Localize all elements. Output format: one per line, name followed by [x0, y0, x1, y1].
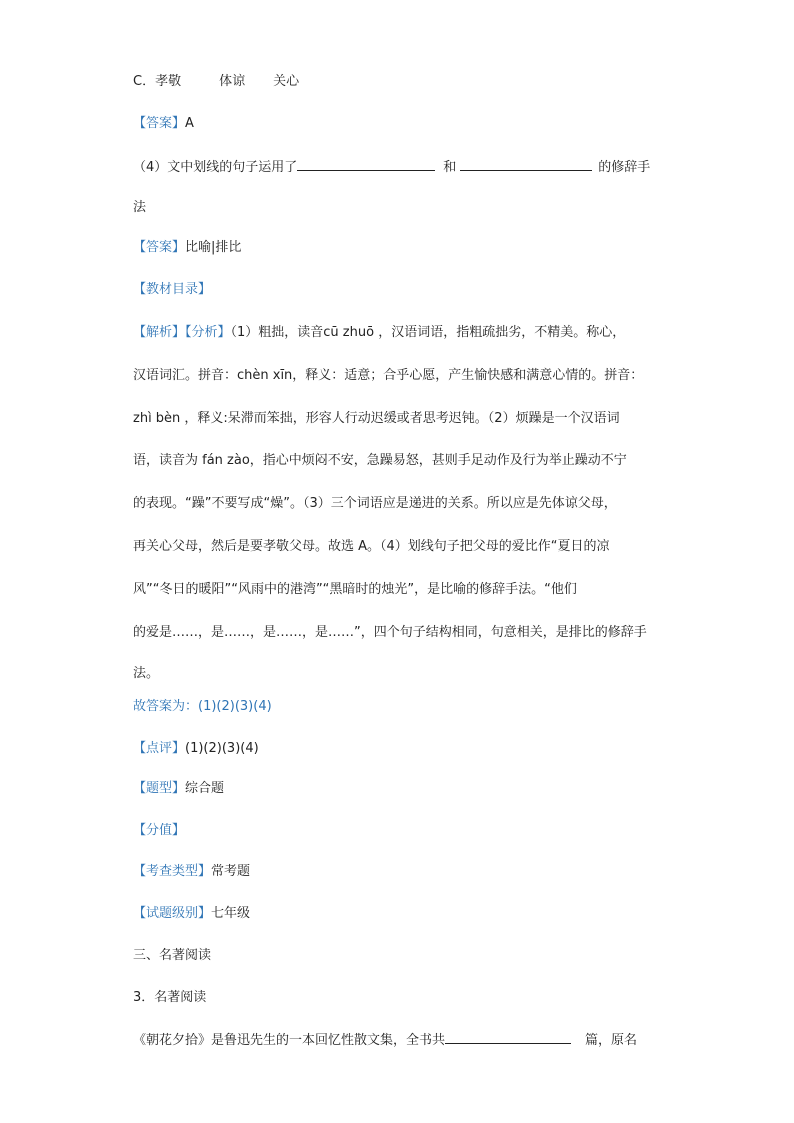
level-value: 七年级 — [211, 906, 251, 921]
blank-3[interactable] — [445, 1029, 571, 1044]
blank-2[interactable] — [460, 156, 592, 171]
analysis-line-7: 风”“冬日的暖阳”“风雨中的港湾”“黑暗时的烛光”，是比喻的修辞手法。“他们 — [133, 582, 577, 597]
question-3-title: 3．名著阅读 — [133, 990, 207, 1005]
exam-type-value: 常考题 — [211, 864, 251, 879]
analysis-tag: 【解析】【分析】 — [133, 325, 231, 340]
textbook-tag: 【教材目录】 — [133, 282, 212, 297]
analysis-line-5: 的表现。“躁”不要写成“燥”。（3）三个词语应是递进的关系。所以应是先体谅父母， — [133, 496, 617, 511]
review-tag: 【点评】 — [133, 741, 186, 756]
score-tag: 【分值】 — [133, 823, 186, 838]
answer-value: A — [185, 116, 194, 131]
question-type-line — [133, 779, 224, 799]
review-line — [133, 739, 259, 759]
answer-tag: 【答案】 — [133, 116, 186, 131]
section-heading: 三、名著阅读 — [133, 948, 212, 963]
question-type-value: 综合题 — [185, 781, 225, 796]
analysis-line-8: 的爱是……，是……，是……，是……”，四个句子结构相同，句意相关，是排比的修辞手 — [133, 625, 647, 640]
review-value: (1)(2)(3)(4) — [185, 741, 259, 756]
answer-line-1 — [133, 114, 194, 134]
exam-type-line — [133, 862, 250, 882]
blank-1[interactable] — [297, 156, 435, 171]
option-c: C．孝敬 体谅 关心 — [133, 74, 300, 89]
answer-tag: 【答案】 — [133, 240, 186, 255]
analysis-line-1: 【解析】【分析】（1）粗拙，读音cū zhuō ，汉语词语，指粗疏拙劣，不精美。称心， — [133, 325, 626, 340]
question-3-body: 《朝花夕拾》是鲁迅先生的一本回忆性散文集，全书共 篇，原名 — [133, 1029, 637, 1051]
level-tag: 【试题级别】 — [133, 906, 212, 921]
analysis-line-3: zhì bèn ，释义:呆滞而笨拙，形容人行动迟缓或者思考迟钝。（2）烦躁是一个汉语词 — [133, 411, 620, 426]
final-answer: 故答案为：(1)(2)(3)(4) — [133, 699, 272, 714]
level-line — [133, 904, 250, 924]
analysis-line-2: 汉语词汇。拼音：chèn xīn，释义：适意；合乎心愿，产生愉快感和满意心情的。拼音： — [133, 368, 644, 383]
question-4: （4）文中划线的句子运用了 和 的修辞手 — [133, 156, 650, 178]
answer-line-2 — [133, 238, 241, 258]
analysis-line-9: 法。 — [133, 666, 160, 681]
analysis-line-4: 语，读音为 fán zào，指心中烦闷不安，急躁易怒，甚则手足动作及行为举止躁动不宁 — [133, 453, 627, 468]
exam-type-tag: 【考查类型】 — [133, 864, 212, 879]
question-type-tag: 【题型】 — [133, 781, 186, 796]
question-4-cont: 法 — [133, 200, 147, 215]
analysis-line-6: 再关心父母，然后是要孝敬父母。故选 A。（4）划线句子把父母的爱比作“夏日的凉 — [133, 539, 610, 554]
answer-value: 比喻|排比 — [185, 240, 242, 255]
